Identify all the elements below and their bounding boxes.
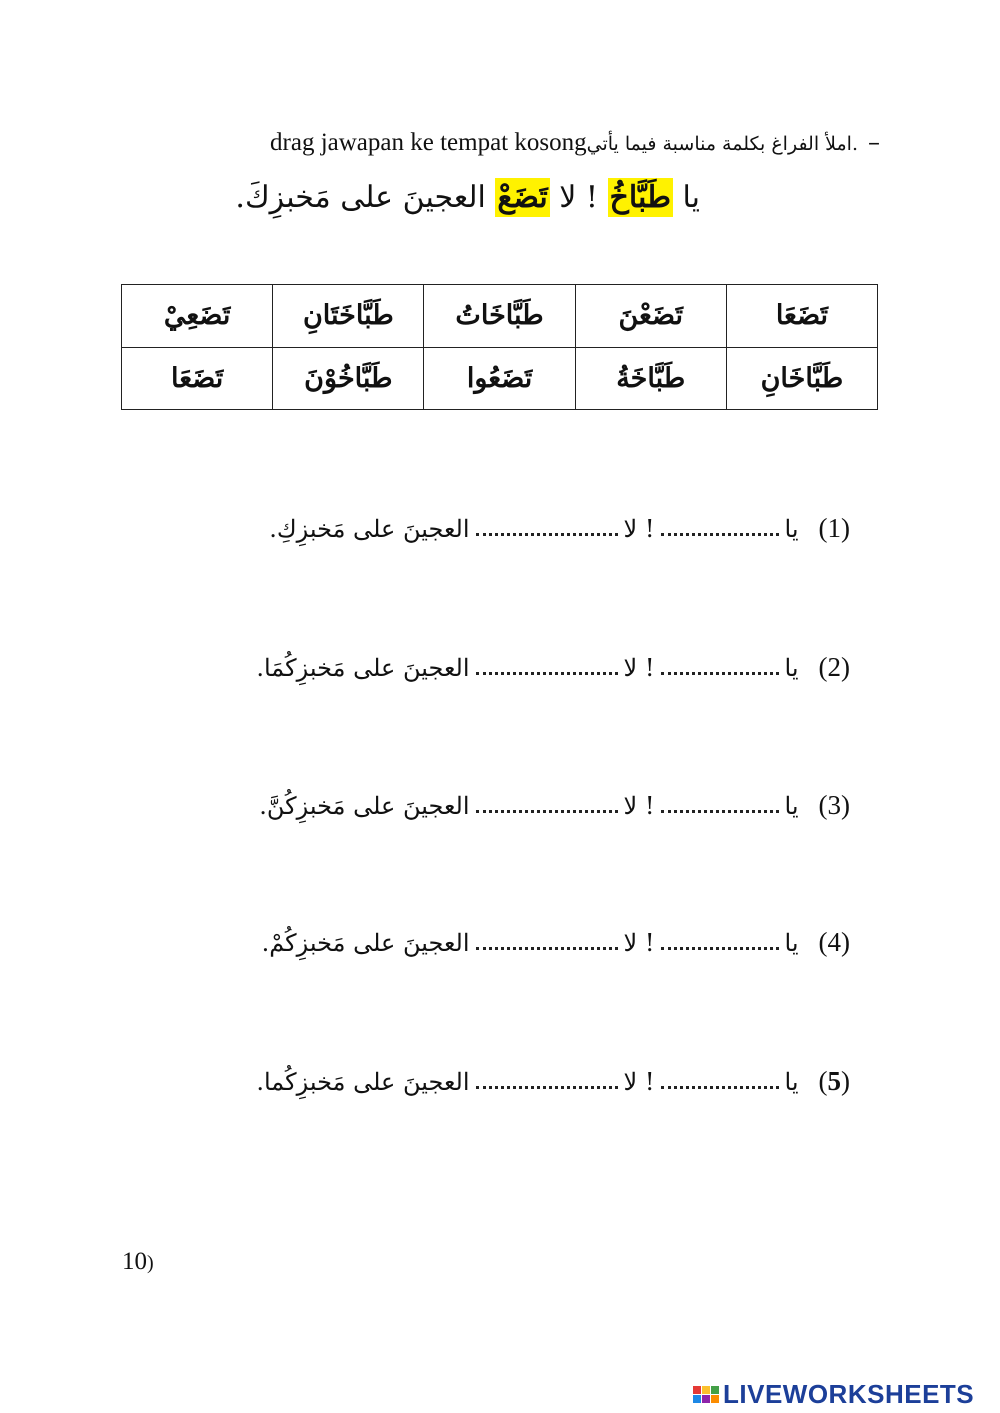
question-excl-la: ! لا <box>623 929 655 957</box>
answer-blank-2a[interactable] <box>661 653 779 679</box>
brand-name: LIVEWORKSHEETS <box>723 1378 975 1409</box>
example-rest: العجينَ على مَخبزِكَ. <box>235 180 486 215</box>
question-number: (5) <box>818 1066 850 1096</box>
option-word[interactable]: تَضَعُوا <box>424 347 575 410</box>
instruction-line <box>200 128 880 157</box>
question-ya: يا <box>784 515 799 543</box>
question-excl-la: ! لا <box>623 1068 655 1096</box>
answer-blank-2b[interactable] <box>476 653 618 679</box>
question-2 <box>120 652 850 683</box>
logo-square <box>693 1386 701 1394</box>
answer-blank-1b[interactable] <box>476 514 618 540</box>
question-excl-la: ! لا <box>623 515 655 543</box>
option-word[interactable]: تَضَعَا <box>122 347 273 410</box>
question-number: (3) <box>818 790 850 820</box>
answer-blank-3a[interactable] <box>661 791 779 817</box>
logo-square <box>693 1395 701 1403</box>
question-ending: العجينَ على مَخبزِكُمَا. <box>256 654 470 682</box>
question-number: (2) <box>818 652 850 682</box>
example-excl-la: ! لا <box>559 180 598 215</box>
question-number: (4) <box>818 927 850 957</box>
option-word[interactable]: طَبَّاخُوْنَ <box>273 347 424 410</box>
option-word[interactable]: تَضَعِيْ <box>122 285 273 348</box>
option-word[interactable]: طَبَّاخَةُ <box>575 347 726 410</box>
example-answer-2: تَضَعْ <box>497 180 548 215</box>
options-row-1 <box>122 285 878 348</box>
question-ending: العجينَ على مَخبزِكُما. <box>256 1068 470 1096</box>
option-word[interactable]: طَبَّاخَانِ <box>726 347 877 410</box>
question-ya: يا <box>784 654 799 682</box>
question-1 <box>120 513 850 544</box>
answer-blank-5a[interactable] <box>661 1067 779 1093</box>
answer-blank-3b[interactable] <box>476 791 618 817</box>
option-word[interactable]: تَضَعْنَ <box>575 285 726 348</box>
example-sentence <box>235 180 700 215</box>
option-word[interactable]: طَبَّاخَتَانِ <box>273 285 424 348</box>
question-4 <box>120 927 850 958</box>
question-5 <box>120 1066 850 1097</box>
answer-blank-4a[interactable] <box>661 928 779 954</box>
logo-square <box>702 1386 710 1394</box>
logo-square <box>702 1395 710 1403</box>
instruction-dash: – <box>868 128 880 156</box>
question-ending: العجينَ على مَخبزِكِ. <box>269 515 470 543</box>
answer-blank-5b[interactable] <box>476 1067 618 1093</box>
question-3 <box>120 790 850 821</box>
option-word[interactable]: طَبَّاخَاتُ <box>424 285 575 348</box>
question-excl-la: ! لا <box>623 654 655 682</box>
instruction-arabic: املأ الفراغ بكلمة مناسبة فيما يأتي. <box>586 133 858 155</box>
question-ya: يا <box>784 929 799 957</box>
options-row-2 <box>122 347 878 410</box>
example-answer-1: طَبَّاخُ <box>609 180 671 215</box>
liveworksheets-logo-icon <box>693 1386 719 1403</box>
question-ending: العجينَ على مَخبزِكُمْ. <box>261 929 470 957</box>
example-ya: يا <box>682 180 700 215</box>
page-number: 10) <box>122 1248 154 1275</box>
question-ending: العجينَ على مَخبزِكُنَّ. <box>259 792 470 820</box>
answer-blank-1a[interactable] <box>661 514 779 540</box>
answer-blank-4b[interactable] <box>476 928 618 954</box>
question-ya: يا <box>784 792 799 820</box>
question-excl-la: ! لا <box>623 792 655 820</box>
logo-square <box>711 1395 719 1403</box>
logo-square <box>711 1386 719 1394</box>
question-number: (1) <box>818 513 850 543</box>
question-ya: يا <box>784 1068 799 1096</box>
instruction-english: drag jawapan ke tempat kosong <box>270 129 587 156</box>
option-word[interactable]: تَضَعَا <box>726 285 877 348</box>
answer-options-table <box>121 284 878 410</box>
liveworksheets-brand <box>693 1378 975 1409</box>
